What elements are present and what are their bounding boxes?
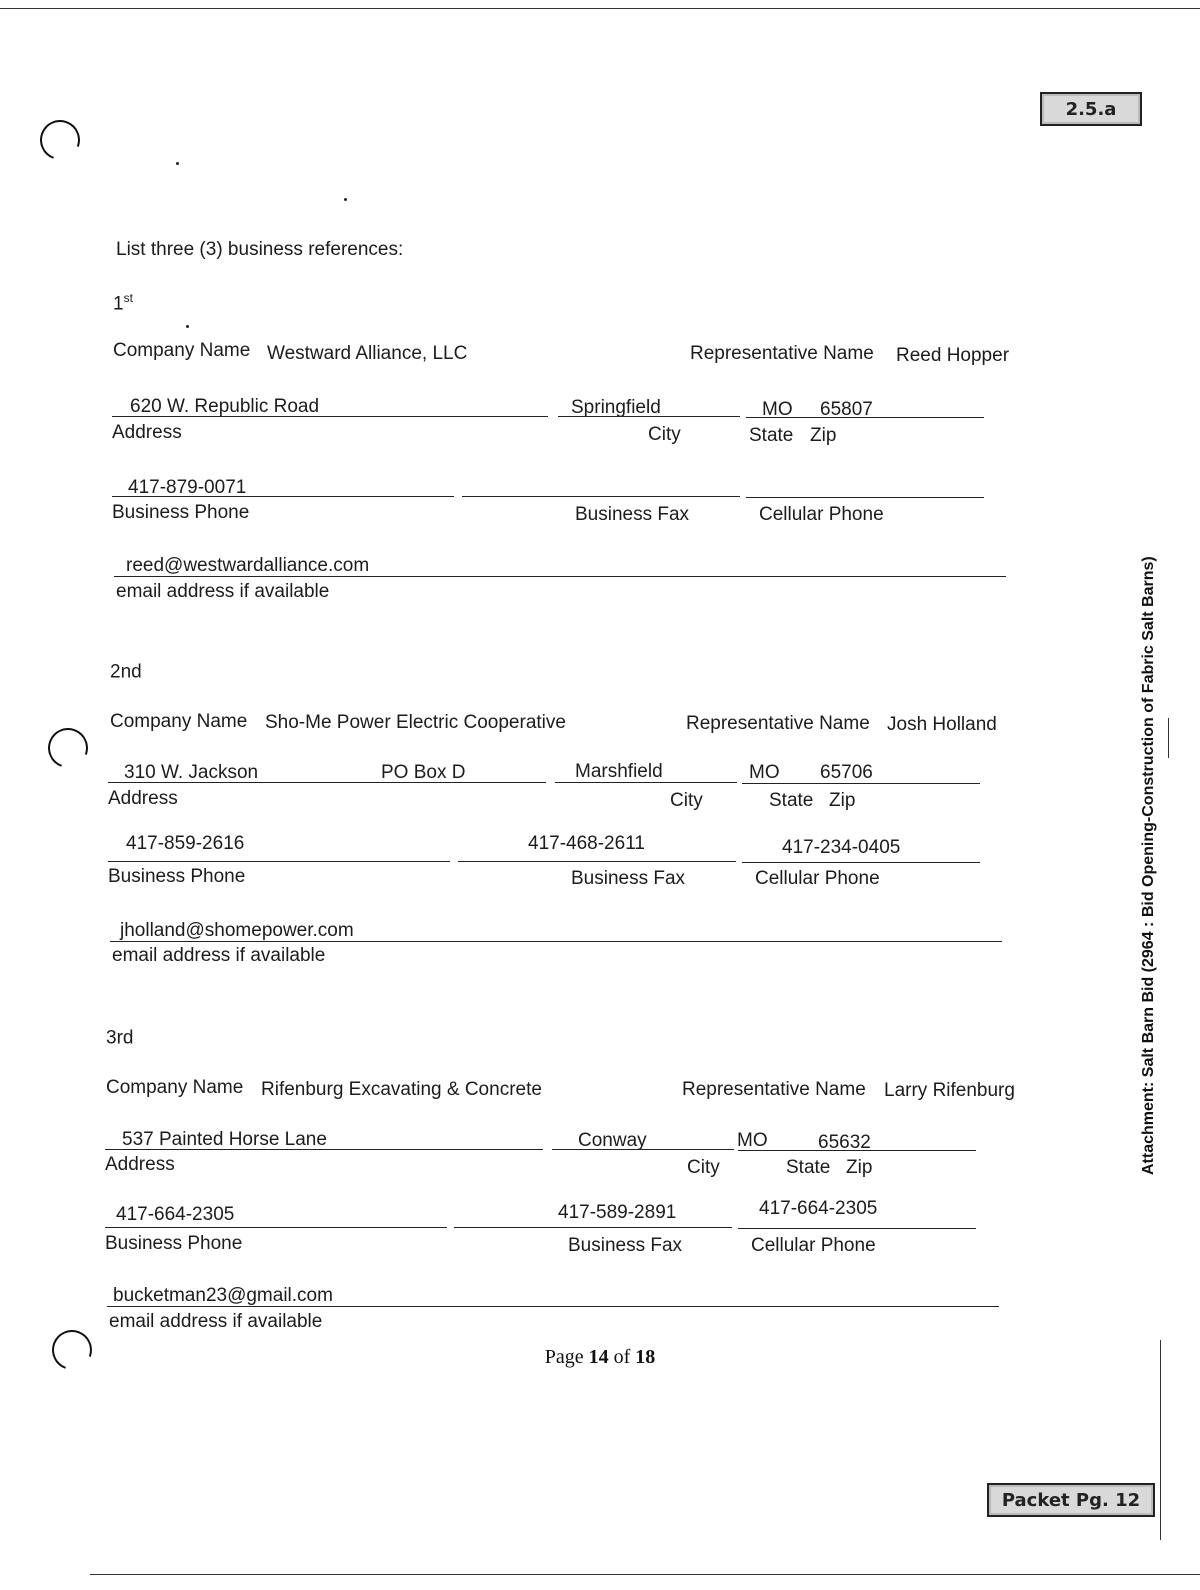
stamp-packet-page: Packet Pg. 12 (987, 1483, 1155, 1517)
speck (176, 162, 179, 165)
representative-name-label: Representative Name (686, 713, 870, 734)
email-value: reed@westwardalliance.com (126, 555, 370, 576)
business-phone-label: Business Phone (108, 866, 246, 887)
cellular-phone-label: Cellular Phone (755, 868, 880, 889)
business-fax-label: Business Fax (575, 504, 690, 525)
zip-label: Zip (810, 425, 837, 446)
scan-right-mark (1168, 718, 1169, 758)
heading-number: 1 (113, 293, 124, 315)
scan-right-border (1160, 1340, 1161, 1540)
heading-number: 2nd (110, 661, 142, 683)
company-name-label: Company Name (113, 340, 251, 361)
state-zip-line (746, 417, 984, 418)
city-value: Conway (578, 1130, 647, 1151)
zip-label: Zip (846, 1157, 873, 1178)
attachment-sidebar: Attachment: Salt Barn Bid (2964 : Bid Opening-Construction of Fabric Salt Barns) (1140, 556, 1157, 1175)
email-label: email address if available (109, 1311, 323, 1332)
business-fax-line (458, 861, 736, 862)
page-of: of (608, 1346, 636, 1368)
state-label: State (786, 1157, 831, 1178)
email-line (110, 941, 1002, 942)
heading-number: 3rd (106, 1027, 134, 1049)
scan-bottom-border (90, 1574, 1200, 1575)
email-line (114, 576, 1006, 577)
business-fax-label: Business Fax (571, 868, 686, 889)
reference-heading (110, 660, 142, 681)
page-number (0, 1346, 1200, 1369)
representative-name-value: Larry Rifenburg (884, 1080, 1015, 1101)
scan-top-border (0, 8, 1200, 9)
state-value: MO (762, 399, 793, 420)
business-phone-label: Business Phone (112, 502, 250, 523)
punch-hole-middle (41, 721, 94, 774)
reference-heading (113, 292, 133, 313)
zip-value: 65807 (820, 399, 873, 420)
cellular-phone-value: 417-664-2305 (759, 1198, 878, 1219)
intro-text: List three (3) business references: (116, 239, 404, 260)
business-phone-value: 417-859-2616 (126, 833, 245, 854)
city-value: Marshfield (575, 761, 663, 782)
company-name-value: Rifenburg Excavating & Concrete (261, 1079, 542, 1100)
business-phone-label: Business Phone (105, 1233, 243, 1254)
city-line (555, 782, 737, 783)
company-name-label: Company Name (106, 1077, 244, 1098)
address-line (108, 782, 546, 783)
zip-value: 65632 (818, 1132, 871, 1153)
address-label: Address (105, 1154, 175, 1175)
stamp-agenda-item: 2.5.a (1040, 92, 1142, 126)
representative-name-value: Reed Hopper (896, 345, 1010, 366)
page-current: 14 (588, 1346, 609, 1368)
business-phone-value: 417-879-0071 (128, 477, 247, 498)
company-name-value: Westward Alliance, LLC (267, 343, 468, 364)
city-value: Springfield (571, 397, 661, 418)
email-line (107, 1306, 999, 1307)
address-line-2-value: PO Box D (381, 762, 466, 783)
zip-value: 65706 (820, 762, 873, 783)
email-label: email address if available (112, 945, 326, 966)
state-value: MO (737, 1130, 768, 1151)
city-line (552, 1149, 734, 1150)
page-word: Page (544, 1346, 589, 1368)
address-value: 620 W. Republic Road (130, 396, 320, 417)
city-label: City (648, 424, 681, 445)
state-label: State (749, 425, 794, 446)
address-label: Address (112, 422, 182, 443)
representative-name-value: Josh Holland (887, 714, 997, 735)
address-value: 537 Painted Horse Lane (122, 1129, 327, 1150)
address-line (112, 416, 548, 417)
business-fax-label: Business Fax (568, 1235, 683, 1256)
state-zip-line (738, 1150, 976, 1151)
business-fax-line (454, 1227, 732, 1228)
business-fax-line (462, 496, 740, 497)
state-label: State (769, 790, 814, 811)
zip-label: Zip (829, 790, 856, 811)
email-value: bucketman23@gmail.com (113, 1285, 333, 1306)
business-phone-value: 417-664-2305 (116, 1204, 235, 1225)
cellular-phone-line (742, 862, 980, 863)
state-zip-line (742, 783, 980, 784)
city-line (558, 416, 740, 417)
representative-name-label: Representative Name (682, 1079, 866, 1100)
page-total: 18 (635, 1346, 656, 1368)
cellular-phone-label: Cellular Phone (751, 1235, 876, 1256)
speck (344, 198, 347, 201)
cellular-phone-line (746, 497, 984, 498)
city-label: City (687, 1157, 720, 1178)
address-value: 310 W. Jackson (124, 762, 259, 783)
address-label: Address (108, 788, 178, 809)
reference-heading (106, 1026, 133, 1047)
state-value: MO (749, 762, 780, 783)
business-fax-value: 417-589-2891 (558, 1202, 677, 1223)
email-value: jholland@shomepower.com (120, 920, 354, 941)
cellular-phone-value: 417-234-0405 (782, 837, 901, 858)
business-phone-line (112, 496, 454, 497)
address-line (105, 1149, 543, 1150)
representative-name-label: Representative Name (690, 343, 874, 364)
cellular-phone-label: Cellular Phone (759, 504, 884, 525)
punch-hole-top (33, 113, 86, 166)
heading-suffix: st (123, 291, 133, 305)
city-label: City (670, 790, 703, 811)
business-fax-value: 417-468-2611 (528, 833, 645, 854)
company-name-value: Sho-Me Power Electric Cooperative (265, 712, 566, 733)
speck (186, 325, 189, 328)
business-phone-line (105, 1227, 447, 1228)
business-phone-line (108, 861, 450, 862)
cellular-phone-line (738, 1228, 976, 1229)
company-name-label: Company Name (110, 711, 248, 732)
email-label: email address if available (116, 581, 330, 602)
